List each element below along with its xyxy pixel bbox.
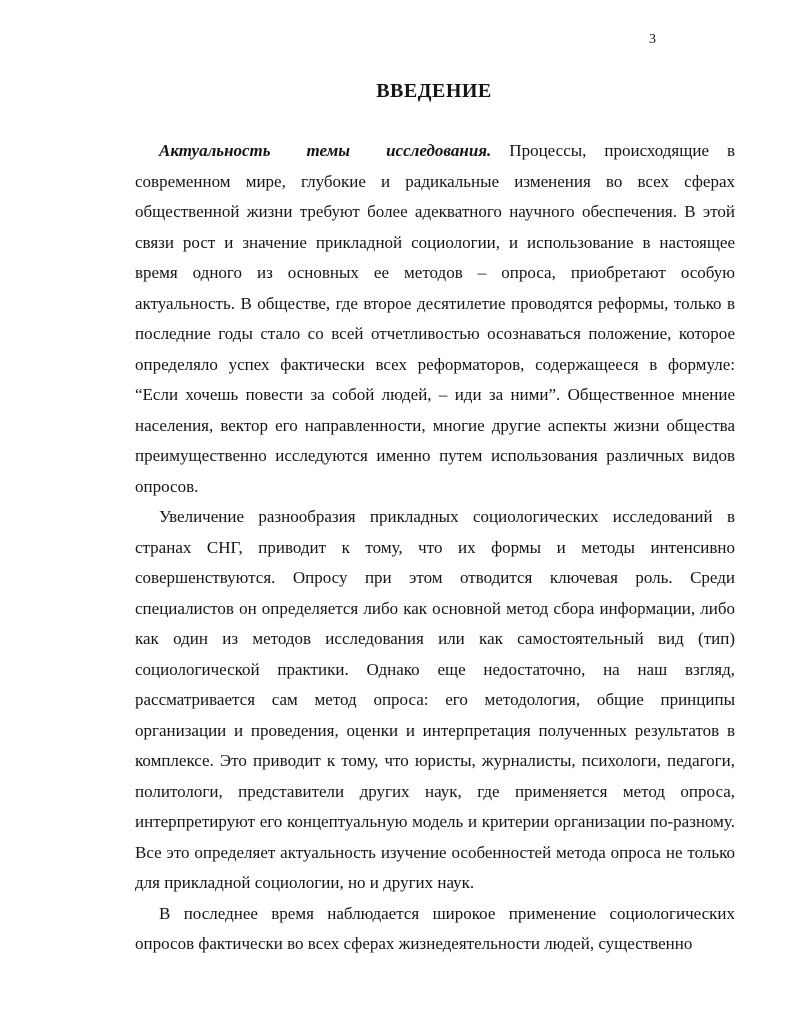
document-body [135,136,735,960]
paragraph-text: Процессы, происходящие в современном мире, глубокие и радикальные изменения во всех сферах общественной жизни требуют более адекватного научного обеспечения. В этой связи рост и значение прикладной социологии, и использование в настоящее время одного из основных ее методов – опроса, приобретают особую актуальность. В обществе, где второе десятилетие проводятся реформы, только в последние годы стало со всей отчетливостью осознаваться положение, которое определяло успех фактически всех реформаторов, содержащееся в формуле: “Если хочешь повести за собой людей, – иди за ними”. Общественное мнение населения, вектор его направленности, многие другие аспекты жизни общества преимущественно исследуются именно путем использования различных видов опросов. [135,141,736,496]
page-number: 3 [649,32,656,47]
paragraph-diversity: Увеличение разнообразия прикладных социологических исследований в странах СНГ, приводит к тому, что их формы и методы интенсивно совершенствуются. Опросу при этом отводится ключевая роль. Среди специалистов он определяется либо как основной метод сбора информации, либо как один из методов исследования или как самостоятельный вид (тип) социологической практики. Однако еще недостаточно, на наш взгляд, рассматривается сам метод опроса: его методология, общие принципы организации и проведения, оценки и интерпретация полученных результатов в комплексе. Это приводит к тому, что юристы, журналисты, психологи, педагоги, политологи, представители других наук, где применяется метод опроса, интерпретируют его концептуальную модель и критерии организации по-разному. Все это определяет актуальность изучение особенностей метода опроса не только для прикладной социологии, но и других наук. [135,507,735,892]
paragraph-relevance [135,136,735,502]
relevance-heading: Актуальность темы исследования. [159,141,492,160]
page-title: ВВЕДЕНИЕ [376,80,492,102]
paragraph-recent: В последнее время наблюдается широкое применение социологических опросов фактически во всех сферах жизнедеятельности людей, существенно [135,903,735,953]
